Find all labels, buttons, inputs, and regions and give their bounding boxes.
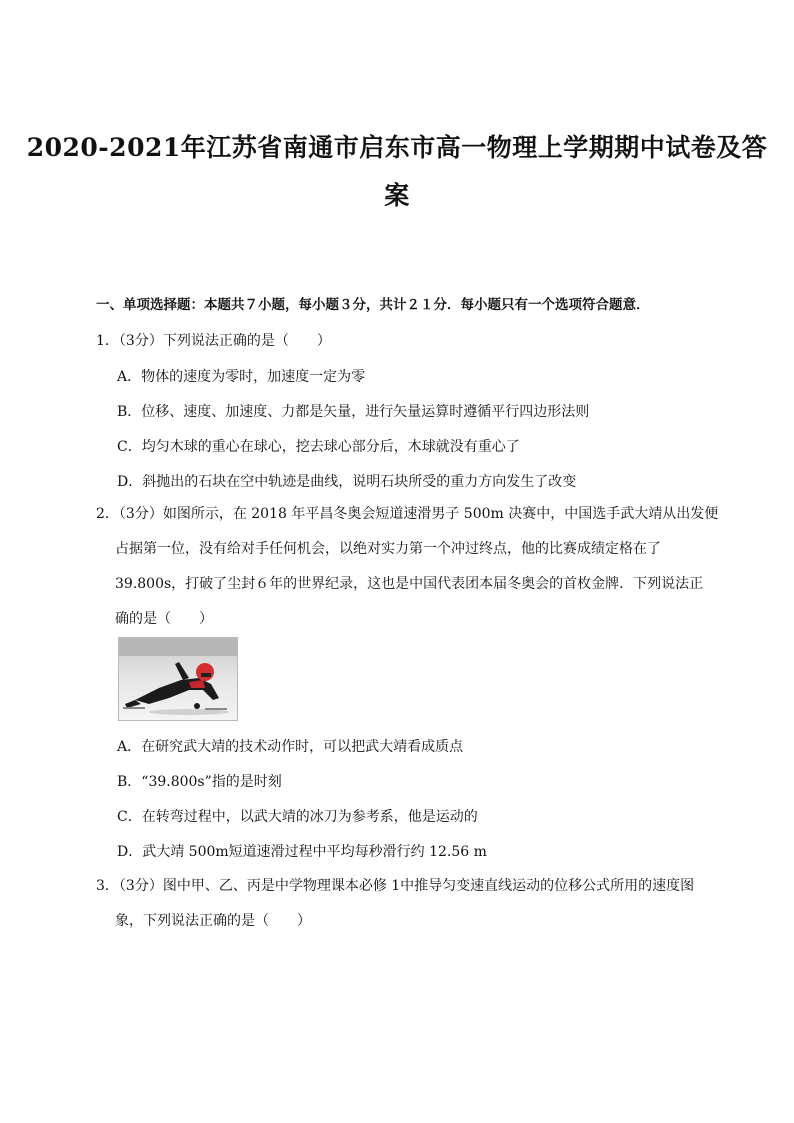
question-2-option-a: A．在研究武大靖的技术动作时，可以把武大靖看成质点: [117, 739, 464, 755]
question-1-option-d: D．斜抛出的石块在空中轨迹是曲线，说明石块所受的重力方向发生了改变: [117, 474, 577, 490]
question-2-stem-line-3: 39.800s，打破了尘封６年的世界纪录，这也是中国代表团本届冬奥会的首枚金牌．下列说法正: [115, 576, 704, 592]
question-3-stem-line-1: 3．（3分）图中甲、乙、丙是中学物理课本必修 1中推导匀变速直线运动的位移公式所用的速度图: [96, 878, 695, 894]
page-title-line-1: 2020-2021年江苏省南通市启东市高一物理上学期期中试卷及答: [26, 133, 768, 162]
question-2-option-c: C．在转弯过程中，以武大靖的冰刀为参考系，他是运动的: [117, 809, 478, 825]
question-2-stem-line-4: 确的是（ ）: [115, 611, 213, 627]
question-2-option-d: D．武大靖 500m短道速滑过程中平均每秒滑行约 12.56 m: [117, 844, 487, 860]
question-1-option-c: C．均匀木球的重心在球心，挖去球心部分后，木球就没有重心了: [117, 439, 520, 455]
section-heading: 一、单项选择题：本题共７小题，每小题３分，共计２１分．每小题只有一个选项符合题意．: [96, 297, 650, 313]
question-2-stem-line-1: 2．（3分）如图所示，在 2018 年平昌冬奥会短道速滑男子 500m 决赛中，中国选手武大靖从出发便: [96, 506, 719, 522]
question-1-option-a: A．物体的速度为零时，加速度一定为零: [117, 369, 366, 385]
question-2-stem-line-2: 占据第一位，没有给对手任何机会，以绝对实力第一个冲过终点，他的比赛成绩定格在了: [115, 541, 661, 557]
question-1-option-b: B．位移、速度、加速度、力都是矢量，进行矢量运算时遵循平行四边形法则: [117, 404, 590, 420]
question-3-stem-line-2: 象，下列说法正确的是（ ）: [115, 913, 311, 929]
speed-skater-photo: [118, 637, 238, 721]
question-2-option-b: B．“39.800s”指的是时刻: [117, 774, 282, 790]
page-title-line-2: 案: [384, 181, 410, 210]
question-1-stem: 1．（3分）下列说法正确的是（ ）: [96, 333, 331, 349]
